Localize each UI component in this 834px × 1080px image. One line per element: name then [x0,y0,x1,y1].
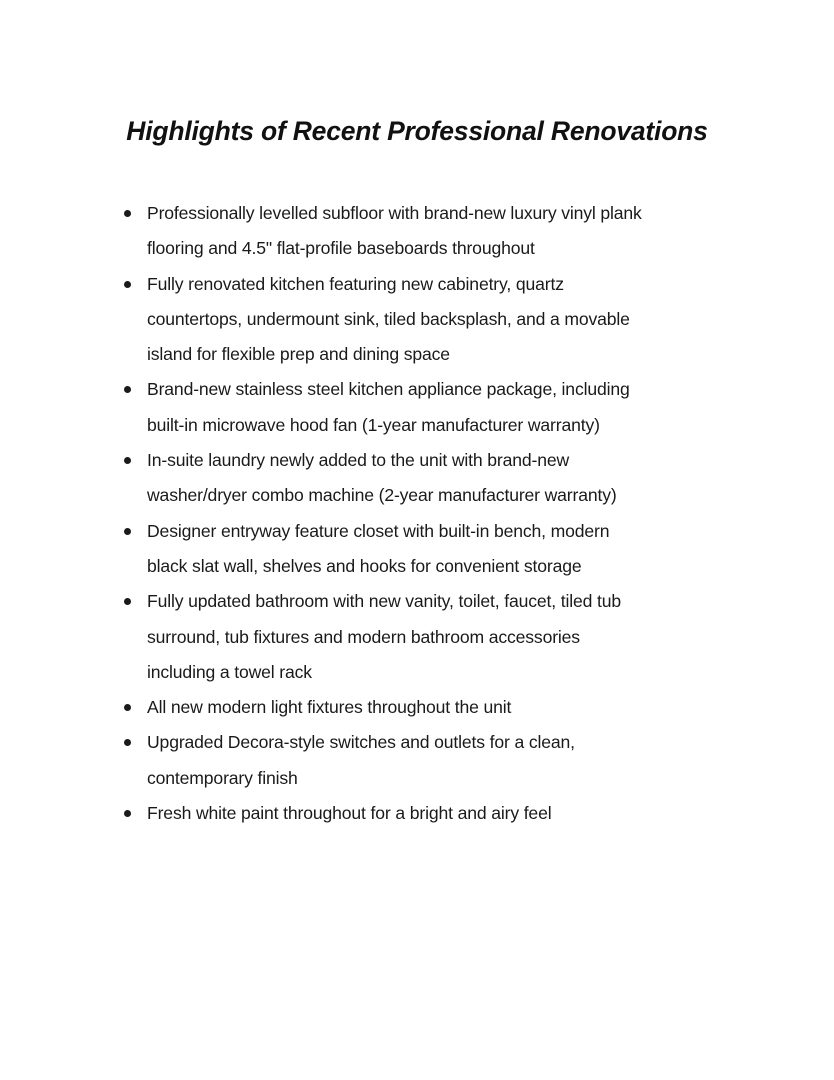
list-item-line: washer/dryer combo machine (2-year manufacturer warranty) [147,485,617,506]
list-item [147,372,747,443]
list-item [147,725,747,796]
bullet-icon [124,386,131,393]
list-item-line: countertops, undermount sink, tiled backsplash, and a movable [147,308,630,329]
list-item [147,443,747,514]
list-item-line: Fully renovated kitchen featuring new cabinetry, quartz [147,273,564,294]
list-item-line: Designer entryway feature closet with built-in bench, modern [147,520,610,541]
list-item-line: contemporary finish [147,767,298,788]
list-item-line: surround, tub fixtures and modern bathroom accessories [147,626,580,647]
list-item-line: flooring and 4.5" flat-profile baseboards throughout [147,238,535,259]
bullet-icon [124,457,131,464]
list-item [147,796,747,831]
document-title: Highlights of Recent Professional Renovations [126,116,708,146]
list-item [147,690,747,725]
list-item [147,267,747,373]
bullet-icon [124,810,131,817]
list-item-line: In-suite laundry newly added to the unit with brand-new [147,450,570,471]
list-item [147,196,747,267]
bullet-icon [124,210,131,217]
bullet-icon [124,598,131,605]
list-item-line: black slat wall, shelves and hooks for convenient storage [147,555,582,576]
list-item-line: Brand-new stainless steel kitchen appliance package, including [147,379,630,400]
list-item-line: Fully updated bathroom with new vanity, toilet, faucet, tiled tub [147,591,622,612]
bullet-icon [124,528,131,535]
list-item [147,584,747,690]
list-item-line: All new modern light fixtures throughout the unit [147,697,512,718]
bullet-icon [124,281,131,288]
list-item [147,514,747,585]
list-item-line: including a towel rack [147,661,312,682]
list-item-line: island for flexible prep and dining space [147,344,450,365]
list-item-line: built-in microwave hood fan (1-year manufacturer warranty) [147,414,600,435]
highlights-list [147,196,747,831]
list-item-line: Upgraded Decora-style switches and outlets for a clean, [147,732,575,753]
list-item-line: Professionally levelled subfloor with brand-new luxury vinyl plank [147,203,642,223]
bullet-icon [124,739,131,746]
bullet-icon [124,704,131,711]
list-item-line: Fresh white paint throughout for a bright and airy feel [147,803,552,824]
